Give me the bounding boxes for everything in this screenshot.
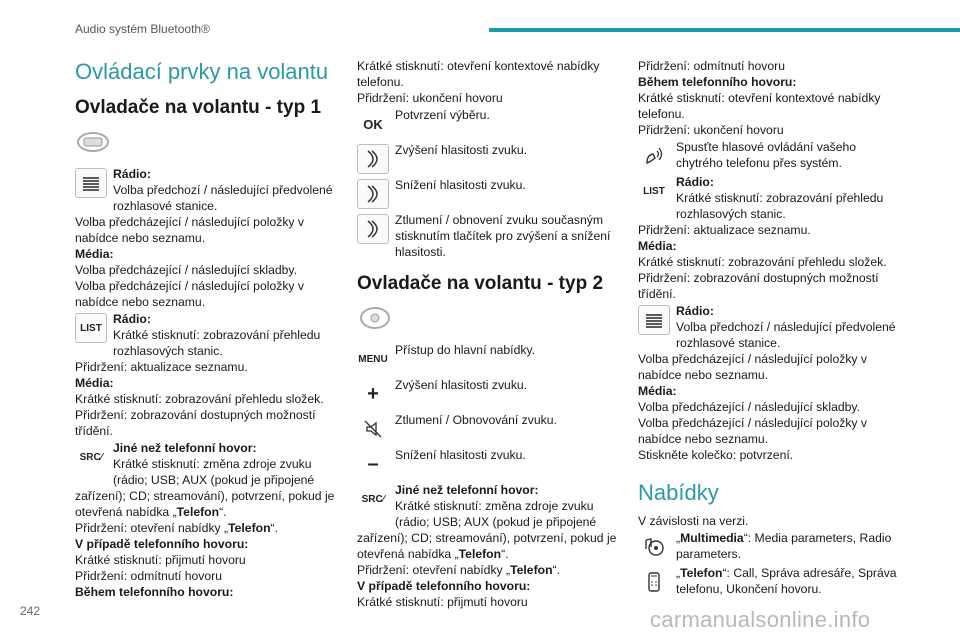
block-list2: LIST Rádio: Krátké stisknutí: zobrazování přehledu rozhlasových stanic. Přidržení: aktualizace seznamu. Média: Krátké stisknutí: zobrazování přehledu složek. Přidržení: zobrazování dostupných možností třídění. bbox=[638, 175, 887, 301]
thumbwheel-icon bbox=[638, 305, 670, 335]
column-1 bbox=[75, 56, 337, 601]
src-phone-button-icon: SRC ∕ bbox=[79, 451, 103, 463]
src-phone-button-icon: SRC ∕ bbox=[361, 493, 385, 505]
block-mute: Ztlumení / obnovení zvuku současným stisknutím tlačítek pro zvýšení a snížení hlasitosti. bbox=[357, 212, 619, 260]
volume-down-rocker-icon bbox=[357, 179, 389, 209]
block-ok: OK Potvrzení výběru. bbox=[357, 107, 619, 141]
menus-title: Nabídky bbox=[638, 480, 719, 505]
block-telefon: „Telefon“: Call, Správa adresáře, Správa telefonu, Ukončení hovoru. bbox=[638, 565, 900, 599]
column-3: Přidržení: odmítnutí hovoru Během telefonního hovoru: Krátké stisknutí: otevření kontextové nabídky telefonu. Přidržení: ukončení hovoru Spusťte hlasové ovládání vašeho chytrého telefonu přes systém. LIST Rádio: Krátké stisknutí: zobrazování přehledu rozhlasových stanic. Přidržení: aktualizace seznamu. Média: Krátké stisknutí: zobrazování přehledu složek. Přidržení: zobrazování dostupných možností třídění. Rádio: Volba předchozí / následující předvolené rozhlasové stanice. Volba předcházející / následující položky v nabídce nebo seznamu. Média: Volba předcházející / následující skladby. Volba předcházející / následující položky v nabídce nebo seznamu. Stiskněte kolečko: potvrzení. Nabídky V závislosti na verzi. „Multimedia“: Media parameters, Radio parameters. „Telefon“: Call, Správa adresáře, Správa telefonu, Ukončení hovoru. bbox=[638, 58, 900, 600]
volume-up-rocker-icon bbox=[357, 144, 389, 174]
plus-icon: + bbox=[367, 382, 379, 405]
block-thumbwheel-type2: Rádio: Volba předchozí / následující předvolené rozhlasové stanice. Volba předcházející / následující položky v nabídce nebo seznamu. Média: Volba předcházející / následující skladby. Volba předcházející / následující položky v nabídce nebo seznamu. Stiskněte kolečko: potvrzení. bbox=[638, 304, 896, 462]
steering-wheel-type2-icon bbox=[357, 306, 393, 330]
block-volume-down: Snížení hlasitosti zvuku. bbox=[357, 177, 619, 211]
thumbwheel-icon bbox=[75, 168, 107, 198]
running-header: Audio systém Bluetooth® bbox=[75, 22, 210, 36]
block-voice: Spusťte hlasové ovládání vašeho chytrého telefonu přes systém. bbox=[638, 139, 900, 173]
block-src2: SRC ∕ Jiné než telefonní hovor: Krátké stisknutí: změna zdroje zvuku (rádio; USB; AUX (pokud je připojené zařízení); CD; streamování), potvrzení, pokud je otevřená nabídka „Telefon“. Přidržení: otevření nabídky „Telefon“. V případě telefonního hovoru: Krátké stisknutí: přijmutí hovoru bbox=[357, 483, 617, 609]
block-minus: – Snížení hlasitosti zvuku. bbox=[357, 447, 619, 481]
voice-command-icon bbox=[638, 141, 670, 171]
column-2: Krátké stisknutí: otevření kontextové nabídky telefonu. Přidržení: ukončení hovoru OK Potvrzení výběru. Zvýšení hlasitosti zvuku. Snížení hlasitosti zvuku. Ztlumení / obnovení zvuku současným stisknutím tlačítek pro zvýšení a snížení hlasitosti. Ovladače na volantu - typ 2 MENU Přístup do hlavní nabídky. + Zvýšení hlasitosti zvuku. Ztlumení / Obnovování zvuku. – Snížení hlasitosti zvuku. SRC ∕ Jiné než telefonní hovor: Krátké stisknutí: změna zdroje zvuku (rádio; USB; AUX (pokud je připojené zařízení); CD; streamování), potvrzení, pokud je otevřená nabídka „Telefon“. Přidržení: otevření nabídky „Telefon“. V případě telefonního hovoru: Krátké stisknutí: přijmutí hovoru bbox=[357, 58, 619, 611]
block-multimedia: „Multimedia“: Media parameters, Radio parameters. bbox=[638, 530, 900, 564]
mute-rocker-icon bbox=[357, 214, 389, 244]
page-number: 242 bbox=[20, 604, 41, 618]
subsection-title-type1: Ovladače na volantu - typ 1 bbox=[75, 97, 322, 118]
minus-icon: – bbox=[367, 452, 379, 475]
list-button-icon: LIST bbox=[643, 185, 665, 197]
list-button-icon: LIST bbox=[75, 313, 107, 343]
menu-button-icon: MENU bbox=[358, 353, 388, 365]
block-plus: + Zvýšení hlasitosti zvuku. bbox=[357, 377, 619, 411]
section-title: Ovládací prvky na volantu bbox=[75, 59, 329, 84]
block-menu: MENU Přístup do hlavní nabídky. bbox=[357, 342, 619, 376]
block-list-button: LIST Rádio: Krátké stisknutí: zobrazování přehledu rozhlasových stanic. Přidržení: aktualizace seznamu. Média: Krátké stisknutí: zobrazování přehledu složek. Přidržení: zobrazování dostupných možností třídění. bbox=[75, 312, 324, 438]
block-volume-up: Zvýšení hlasitosti zvuku. bbox=[357, 142, 619, 176]
block-mute2: Ztlumení / Obnovování zvuku. bbox=[357, 412, 619, 446]
watermark: carmanualsonline.info bbox=[650, 607, 871, 632]
ok-button-icon: OK bbox=[363, 116, 383, 132]
mobile-phone-icon bbox=[638, 567, 670, 597]
block-thumbwheel-type1: Rádio: Volba předchozí / následující předvolené rozhlasové stanice. Volba předcházející / následující položky v nabídce nebo seznamu. Média: Volba předcházející / následující skladby. Volba předcházející / následující položky v nabídce nebo seznamu. bbox=[75, 167, 333, 309]
block-src-button: SRC ∕ Jiné než telefonní hovor: Krátké stisknutí: změna zdroje zvuku (rádio; USB; AUX (pokud je připojené zařízení); CD; streamování), potvrzení, pokud je otevřená nabídka „Telefon“. Přidržení: otevření nabídky „Telefon“. V případě telefonního hovoru: Krátké stisknutí: přijmutí hovoru Přidržení: odmítnutí hovoru Během telefonního hovoru: bbox=[75, 441, 335, 599]
speaker-mute-icon bbox=[357, 414, 389, 444]
steering-wheel-type1-icon bbox=[75, 130, 111, 154]
header-accent-bar bbox=[489, 28, 960, 32]
subsection-title-type2: Ovladače na volantu - typ 2 bbox=[357, 273, 604, 294]
multimedia-icon bbox=[638, 532, 670, 562]
